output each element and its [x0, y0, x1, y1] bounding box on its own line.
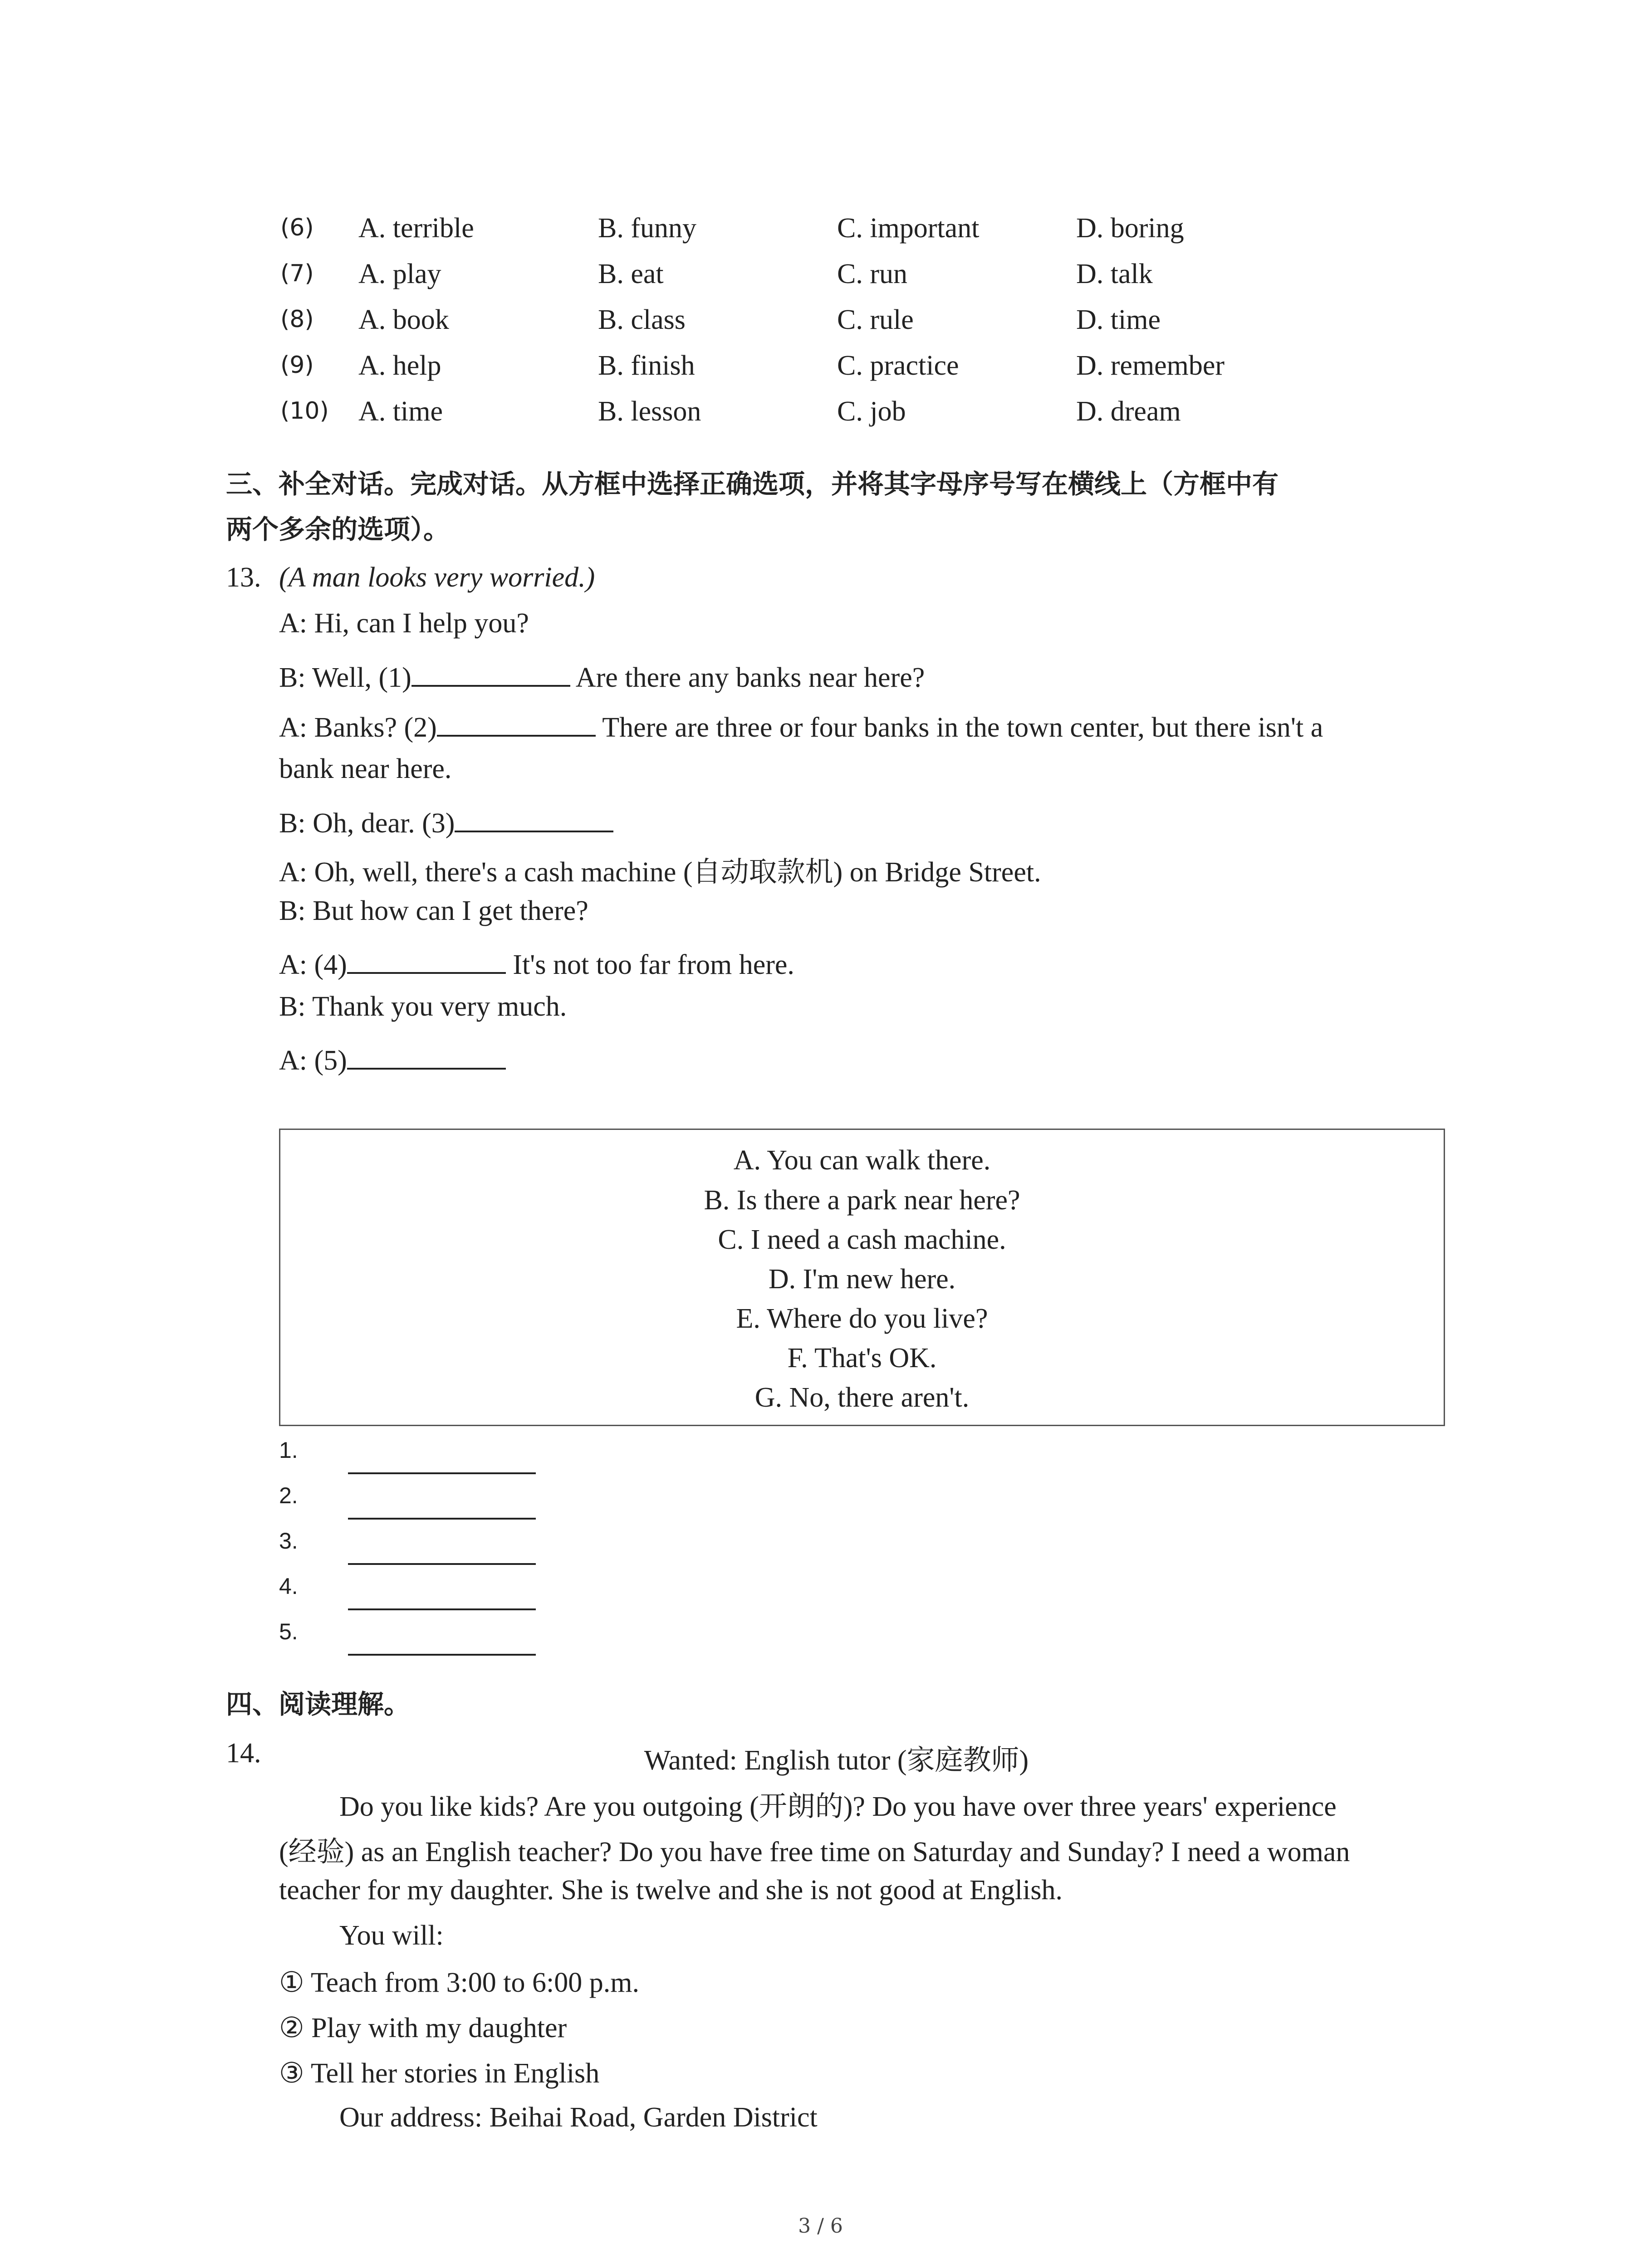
option-d: D. boring — [1076, 213, 1184, 244]
choice-number: (7) — [280, 260, 314, 287]
choice-number: (10) — [280, 397, 329, 425]
dialogue-text: It's not too far from here. — [505, 949, 794, 980]
box-option: E. Where do you live? — [736, 1303, 988, 1334]
choice-number: (6) — [280, 214, 314, 241]
box-option: G. No, there aren't. — [754, 1382, 970, 1413]
options-box — [279, 1129, 1445, 1426]
dialogue-line — [279, 658, 925, 694]
dialogue-text: There are three or four banks in the town center, but there isn't a — [595, 712, 1323, 743]
answer-blank-4[interactable] — [347, 945, 506, 974]
box-option: F. That's OK. — [787, 1343, 937, 1374]
answer-label: 5. — [279, 1619, 298, 1644]
option-b: B. funny — [598, 213, 696, 244]
dialogue-line — [279, 1041, 506, 1077]
dialogue-line — [279, 803, 613, 840]
box-option: C. I need a cash machine. — [718, 1224, 1006, 1255]
option-c: C. practice — [837, 350, 959, 381]
answer-label: 4. — [279, 1574, 298, 1599]
dialogue-text: A: (4) — [279, 949, 347, 980]
dialogue-line: B: Thank you very much. — [279, 991, 567, 1022]
section4-heading: 四、阅读理解。 — [226, 1689, 411, 1720]
passage-text: Our address: Beihai Road, Garden District — [339, 2102, 818, 2133]
answer-blank-2[interactable] — [437, 708, 596, 737]
dialogue-context: (A man looks very worried.) — [279, 562, 595, 593]
section3-heading-line1: 三、补全对话。完成对话。从方框中选择正确选项，并将其字母序号写在横线上（方框中有 — [226, 469, 1279, 499]
dialogue-line — [279, 945, 794, 981]
answer-label: 3. — [279, 1528, 298, 1554]
answer-blank-1[interactable] — [411, 658, 570, 687]
answer-line-3[interactable] — [348, 1537, 536, 1565]
dialogue-text: A: Banks? (2) — [279, 712, 437, 743]
dialogue-text: B: Well, (1) — [279, 662, 411, 693]
box-option: B. Is there a park near here? — [704, 1185, 1020, 1216]
page-number: 3 / 6 — [798, 2214, 843, 2238]
box-option: A. You can walk there. — [733, 1145, 991, 1176]
option-a: A. terrible — [358, 213, 474, 244]
passage-title: Wanted: English tutor (家庭教师) — [644, 1745, 1029, 1776]
question-number: 14. — [226, 1738, 261, 1769]
passage-text: teacher for my daughter. She is twelve and she is not good at English. — [279, 1875, 1063, 1906]
passage-text: (经验) as an English teacher? Do you have free time on Saturday and Sunday? I need a woman — [279, 1837, 1350, 1867]
question-number: 13. — [226, 562, 261, 593]
dialogue-line: A: Oh, well, there's a cash machine (自动取款机) on Bridge Street. — [279, 857, 1041, 888]
dialogue-text: A: (5) — [279, 1045, 347, 1076]
choice-number: (8) — [280, 306, 314, 333]
choice-number: (9) — [280, 352, 314, 379]
dialogue-line — [279, 708, 1323, 744]
section3-heading-line2: 两个多余的选项）。 — [226, 514, 450, 545]
option-c: C. important — [837, 213, 980, 244]
option-b: B. eat — [598, 259, 664, 289]
answer-line-4[interactable] — [348, 1582, 536, 1610]
passage-text: You will: — [339, 1920, 444, 1951]
list-item: ② Play with my daughter — [279, 2013, 567, 2043]
dialogue-line: B: But how can I get there? — [279, 895, 588, 926]
option-b: B. lesson — [598, 396, 701, 427]
option-a: A. book — [358, 304, 449, 335]
answer-label: 1. — [279, 1437, 298, 1463]
option-b: B. class — [598, 304, 686, 335]
answer-blank-5[interactable] — [347, 1041, 506, 1070]
option-c: C. run — [837, 259, 907, 289]
answer-line-2[interactable] — [348, 1491, 536, 1520]
answer-label: 2. — [279, 1483, 298, 1508]
option-c: C. rule — [837, 304, 914, 335]
option-a: A. help — [358, 350, 441, 381]
passage-text: Do you like kids? Are you outgoing (开朗的)? Do you have over three years' experience — [339, 1791, 1337, 1822]
dialogue-line: A: Hi, can I help you? — [279, 608, 529, 639]
dialogue-line: bank near here. — [279, 753, 452, 784]
list-item: ① Teach from 3:00 to 6:00 p.m. — [279, 1967, 639, 1998]
option-a: A. play — [358, 259, 441, 289]
list-item: ③ Tell her stories in English — [279, 2058, 600, 2089]
answer-line-5[interactable] — [348, 1628, 536, 1656]
box-option: D. I'm new here. — [768, 1264, 956, 1295]
dialogue-text: B: Oh, dear. (3) — [279, 808, 455, 839]
option-c: C. job — [837, 396, 906, 427]
option-b: B. finish — [598, 350, 695, 381]
option-d: D. talk — [1076, 259, 1153, 289]
option-d: D. remember — [1076, 350, 1225, 381]
option-d: D. dream — [1076, 396, 1181, 427]
dialogue-text: Are there any banks near here? — [570, 662, 925, 693]
answer-blank-3[interactable] — [455, 803, 613, 832]
option-a: A. time — [358, 396, 443, 427]
option-d: D. time — [1076, 304, 1161, 335]
answer-line-1[interactable] — [348, 1446, 536, 1474]
